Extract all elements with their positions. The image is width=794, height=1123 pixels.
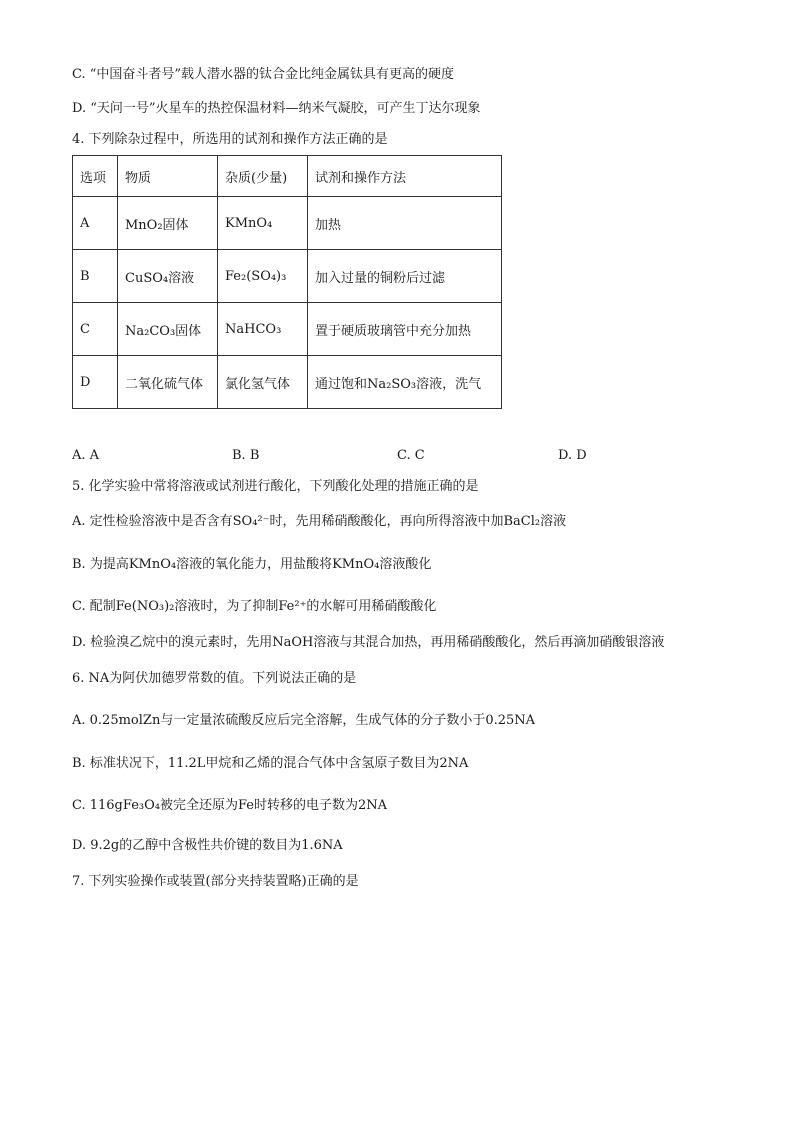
cell-impurity: 氯化氢气体	[218, 356, 308, 409]
q7-stem: 7. 下列实验操作或装置(部分夹持装置略)正确的是	[72, 874, 359, 889]
table-header-row	[73, 156, 502, 197]
q6-option-a: A. 0.25molZn与一定量浓硫酸反应后完全溶解，生成气体的分子数小于0.25NA	[72, 713, 536, 728]
cell-method: 通过饱和Na₂SO₃溶液，洗气	[308, 356, 502, 409]
q6-option-c: C. 116gFe₃O₄被完全还原为Fe时转移的电子数为2NA	[72, 798, 388, 813]
q5-option-b: B. 为提高KMnO₄溶液的氧化能力，用盐酸将KMnO₄溶液酸化	[72, 557, 432, 572]
header-substance: 物质	[118, 156, 218, 197]
cell-impurity: Fe₂(SO₄)₃	[218, 250, 308, 303]
q6-option-b: B. 标准状况下，11.2L甲烷和乙烯的混合气体中含氢原子数目为2NA	[72, 756, 469, 771]
table-row	[73, 303, 502, 356]
q4-choice-a: A. A	[72, 448, 100, 463]
cell-option: A	[73, 197, 118, 250]
q4-reagent-table	[72, 155, 502, 409]
header-method: 试剂和操作方法	[308, 156, 502, 197]
table-row	[73, 197, 502, 250]
cell-method: 加入过量的铜粉后过滤	[308, 250, 502, 303]
table-row	[73, 250, 502, 303]
cell-option: C	[73, 303, 118, 356]
q5-stem: 5. 化学实验中常将溶液或试剂进行酸化，下列酸化处理的措施正确的是	[72, 479, 479, 494]
q3-option-d: D. “天问一号”火星车的热控保温材料—纳米气凝胶，可产生丁达尔现象	[72, 101, 481, 116]
q4-stem: 4. 下列除杂过程中，所选用的试剂和操作方法正确的是	[72, 132, 388, 147]
cell-substance: CuSO₄溶液	[118, 250, 218, 303]
cell-option: D	[73, 356, 118, 409]
cell-impurity: KMnO₄	[218, 197, 308, 250]
header-impurity: 杂质(少量)	[218, 156, 308, 197]
cell-method: 置于硬质玻璃管中充分加热	[308, 303, 502, 356]
q5-option-c: C. 配制Fe(NO₃)₂溶液时，为了抑制Fe²⁺的水解可用稀硝酸酸化	[72, 599, 437, 614]
cell-impurity: NaHCO₃	[218, 303, 308, 356]
header-option: 选项	[73, 156, 118, 197]
cell-substance: Na₂CO₃固体	[118, 303, 218, 356]
q6-stem: 6. NA为阿伏加德罗常数的值。下列说法正确的是	[72, 671, 357, 686]
q4-choice-d: D. D	[558, 448, 587, 463]
q6-option-d: D. 9.2g的乙醇中含极性共价键的数目为1.6NA	[72, 838, 343, 853]
q4-choices	[72, 447, 632, 465]
table-row	[73, 356, 502, 409]
q5-option-a: A. 定性检验溶液中是否含有SO₄²⁻时，先用稀硝酸酸化，再向所得溶液中加BaCl₂溶液	[72, 514, 567, 529]
q5-option-d: D. 检验溴乙烷中的溴元素时，先用NaOH溶液与其混合加热，再用稀硝酸酸化，然后再滴加硝酸银溶液	[72, 635, 665, 650]
cell-substance: MnO₂固体	[118, 197, 218, 250]
cell-substance: 二氧化硫气体	[118, 356, 218, 409]
cell-option: B	[73, 250, 118, 303]
q4-choice-c: C. C	[397, 448, 425, 463]
q4-choice-b: B. B	[232, 448, 260, 463]
q3-option-c: C. “中国奋斗者号”载人潜水器的钛合金比纯金属钛具有更高的硬度	[72, 67, 455, 82]
cell-method: 加热	[308, 197, 502, 250]
